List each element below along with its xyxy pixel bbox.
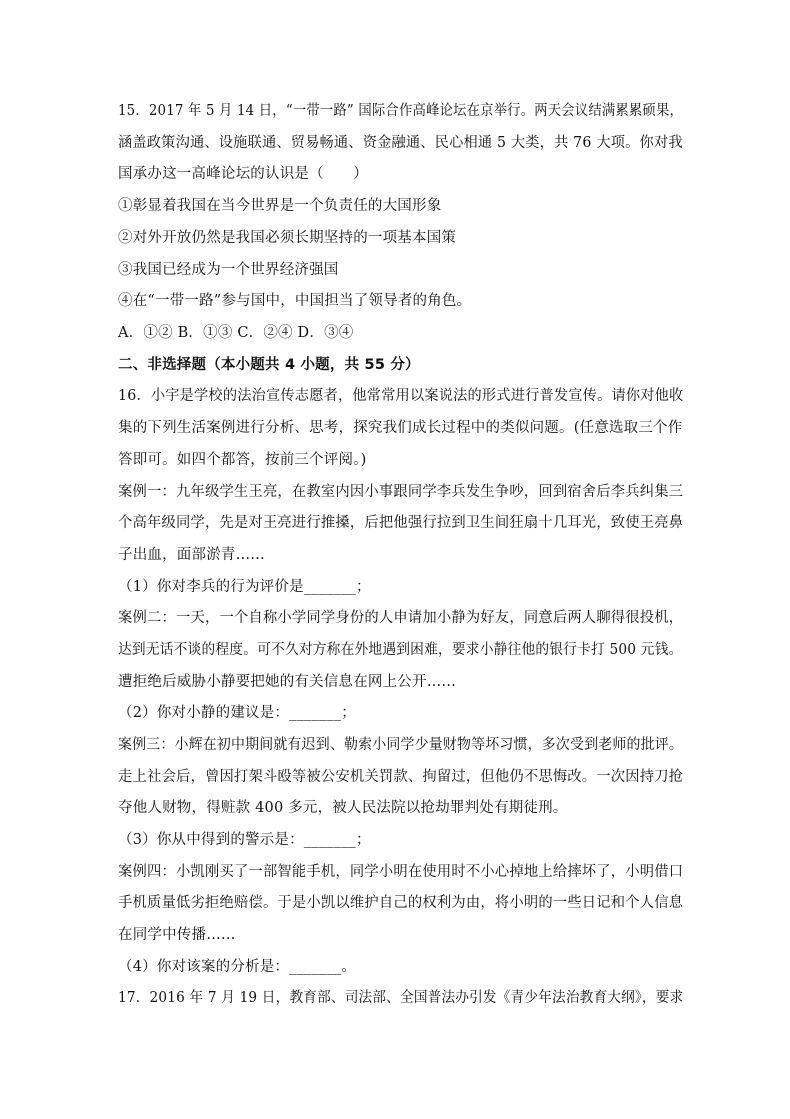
q16-sub-question-4: （4）你对该案的分析是：_______。: [118, 959, 356, 975]
q16-case3-line-3: 夺他人财物，得赃款 400 多元，被人民法院以抢劫罪判处有期徒刑。: [118, 800, 568, 816]
q16-sub-question-3: （3）你从中得到的警示是：_______；: [118, 832, 371, 848]
q17-stem-line-1: 17．2016 年 7 月 19 日，教育部、司法部、全国普法办引发《青少年法治教育大纲》，要求: [118, 990, 684, 1006]
q16-case1-line-1: 案例一：九年级学生王亮，在教室内因小事跟同学李兵发生争吵，回到宿舍后李兵纠集三: [118, 484, 684, 500]
q15-answer-choices: A．①② B．①③ C．②④ D．③④: [118, 325, 354, 341]
q16-case3-line-2: 走上社会后，曾因打架斗殴等被公安机关罚款、拘留过，但他仍不思悔改。一次因持刀抢: [118, 769, 684, 785]
q16-case4-line-2: 手机质量低劣拒绝赔偿。于是小凯以维护自己的权利为由，将小明的一些日记和个人信息: [118, 895, 684, 911]
q16-stem-line-3: 答即可。如四个都答，按前三个评阅。): [118, 452, 367, 468]
q16-case4-line-3: 在同学中传播……: [118, 927, 236, 943]
q15-statement-1: ①彰显着我国在当今世界是一个负责任的大国形象: [118, 198, 442, 214]
q16-case1-line-2: 个高年级同学，先是对王亮进行推搡，后把他强行拉到卫生间狂扇十几耳光，致使王亮鼻: [118, 515, 684, 531]
q15-statement-3: ③我国已经成为一个世界经济强国: [118, 262, 339, 278]
q16-case2-line-1: 案例二：一天，一个自称小学同学身份的人申请加小静为好友，同意后两人聊得很投机，: [118, 610, 684, 626]
q16-case2-line-3: 遭拒绝后威胁小静要把她的有关信息在网上公开……: [118, 674, 457, 690]
q16-case1-line-3: 子出血，面部淤青……: [118, 547, 265, 563]
q16-case4-line-1: 案例四：小凯刚买了一部智能手机，同学小明在使用时不小心掉地上给摔坏了，小明借口: [118, 864, 684, 880]
q16-sub-question-1: （1）你对李兵的行为评价是_______；: [118, 579, 371, 595]
q15-stem-line-2: 涵盖政策沟通、设施联通、贸易畅通、资金融通、民心相通 5 大类，共 76 大项。你对我: [118, 135, 683, 151]
q16-stem-line-2: 集的下列生活案例进行分析、思考，探究我们成长过程中的类似问题。(任意选取三个作: [118, 420, 683, 436]
q15-stem-line-3: 国承办这一高峰论坛的认识是（ ）: [118, 166, 368, 182]
q16-case3-line-1: 案例三：小辉在初中期间就有迟到、勒索小同学少量财物等坏习惯，多次受到老师的批评。: [118, 737, 684, 753]
q15-statement-2: ②对外开放仍然是我国必须长期坚持的一项基本国策: [118, 230, 457, 246]
q16-stem-line-1: 16．小宇是学校的法治宣传志愿者，他常常用以案说法的形式进行普发宣传。请你对他收: [118, 388, 684, 404]
q15-statement-4: ④在“一带一路”参与国中，中国担当了领导者的角色。: [118, 293, 472, 309]
q16-sub-question-2: （2）你对小静的建议是：_______；: [118, 705, 356, 721]
q15-stem-line-1: 15．2017 年 5 月 14 日，“一带一路” 国际合作高峰论坛在京举行。两天会议结满累累硕果，: [118, 103, 684, 119]
q16-case2-line-2: 达到无话不谈的程度。可不久对方称在外地遇到困难，要求小静往他的银行卡打 500 元钱。: [118, 642, 683, 658]
section-heading: 二、非选择题（本小题共 4 小题，共 55 分）: [118, 357, 420, 373]
